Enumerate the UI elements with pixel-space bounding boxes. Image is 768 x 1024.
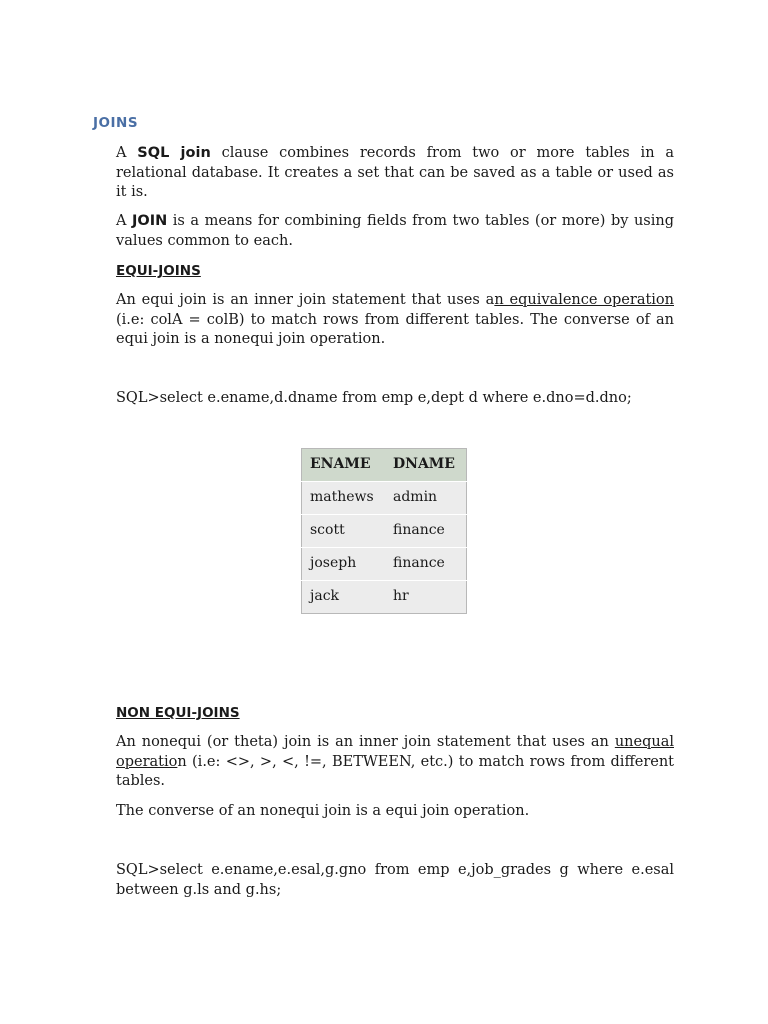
section-title: JOINS <box>93 115 139 131</box>
table-row <box>302 548 467 581</box>
join-paragraph <box>116 212 674 251</box>
bold-term: JOIN <box>132 213 168 229</box>
text-fragment: is a means for combining fields from two tables (or more) by using values common to each. <box>116 213 674 249</box>
cell-dname: finance <box>385 515 467 548</box>
sql-join-paragraph <box>116 144 674 203</box>
result-table <box>301 448 467 614</box>
text-fragment: (i.e: colA = colB) to match rows from different tables. The converse of an equi join is a nonequi join operation. <box>116 311 674 347</box>
cell-ename: scott <box>302 515 386 548</box>
non-equi-join-paragraph <box>116 733 674 792</box>
text-fragment: An equi join is an inner join statement that uses a <box>116 292 495 308</box>
column-header-ename: ENAME <box>302 449 386 482</box>
cell-ename: jack <box>302 581 386 614</box>
text-fragment: An nonequi (or theta) join is an inner join statement that uses an <box>116 734 615 750</box>
text-fragment: A <box>116 213 132 229</box>
cell-ename: joseph <box>302 548 386 581</box>
table-row <box>302 581 467 614</box>
cell-dname: admin <box>385 482 467 515</box>
underlined-term: unequal operatio <box>116 734 674 770</box>
cell-ename: mathews <box>302 482 386 515</box>
non-equi-sql-statement: SQL>select e.ename,e.esal,g.gno from emp e,job_grades g where e.esal between g.ls and g.hs; <box>116 862 674 898</box>
table-header-row <box>302 449 467 482</box>
equi-sql-statement: SQL>select e.ename,d.dname from emp e,dept d where e.dno=d.dno; <box>116 390 632 406</box>
text-fragment: n (i.e: <>, >, <, !=, BETWEEN, etc.) to match rows from different tables. <box>116 753 674 789</box>
text-fragment: clause combines records from two or more tables in a relational database. It creates a set that can be saved as a table or used as it is. <box>116 145 674 200</box>
table-row <box>302 515 467 548</box>
non-equi-joins-heading: NON EQUI-JOINS <box>116 705 240 721</box>
column-header-dname: DNAME <box>385 449 467 482</box>
non-equi-converse-text: The converse of an nonequi join is a equi join operation. <box>116 803 530 819</box>
bold-term: SQL join <box>137 145 211 161</box>
table-row <box>302 482 467 515</box>
equi-join-paragraph <box>116 291 674 350</box>
underlined-term: n equivalence operation <box>494 292 674 308</box>
cell-dname: finance <box>385 548 467 581</box>
equi-joins-heading: EQUI-JOINS <box>116 263 201 279</box>
cell-dname: hr <box>385 581 467 614</box>
text-fragment: A <box>116 145 138 161</box>
